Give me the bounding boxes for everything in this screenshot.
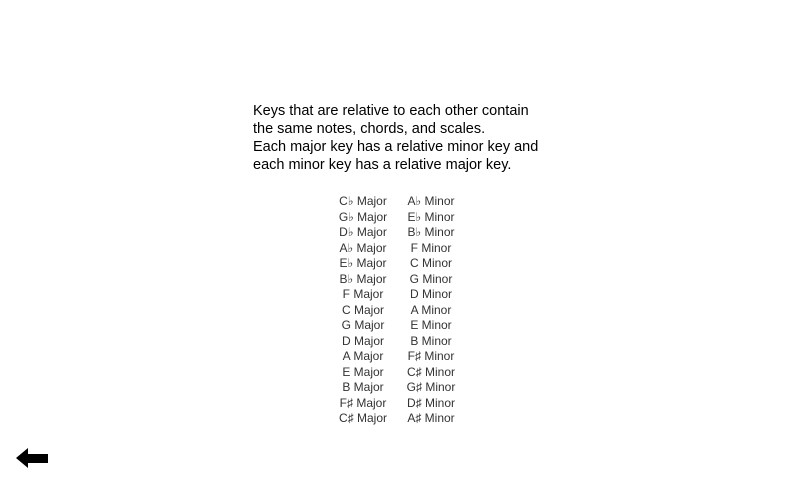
major-key-cell: F♯ Major xyxy=(339,395,387,410)
intro-line: Keys that are relative to each other contain xyxy=(253,103,529,119)
major-key-cell: E♭ Major xyxy=(339,256,387,270)
minor-key-cell: G♯ Minor xyxy=(406,380,456,394)
table-row xyxy=(330,365,466,381)
major-key-cell: D♭ Major xyxy=(339,225,387,239)
table-row xyxy=(330,411,466,427)
minor-key-cell: A Minor xyxy=(410,302,452,317)
table-row xyxy=(330,303,466,319)
intro-line: Each major key has a relative minor key and xyxy=(253,139,539,155)
minor-key-cell: A♯ Minor xyxy=(407,411,455,425)
major-key-cell: C♭ Major xyxy=(339,194,387,208)
minor-key-cell: C♯ Minor xyxy=(406,364,455,379)
table-row xyxy=(330,256,466,272)
minor-key-cell: G Minor xyxy=(409,271,453,286)
minor-key-cell: B♭ Minor xyxy=(407,225,455,239)
table-row xyxy=(330,380,466,396)
table-row xyxy=(330,334,466,350)
intro-line: the same notes, chords, and scales. xyxy=(253,121,486,137)
major-key-cell: B Major xyxy=(342,380,384,394)
major-key-cell: G♭ Major xyxy=(338,209,388,224)
table-row xyxy=(330,241,466,257)
major-key-cell: E Major xyxy=(342,364,384,379)
intro-text xyxy=(253,102,573,174)
back-button[interactable] xyxy=(14,446,50,470)
major-key-cell: A Major xyxy=(342,349,384,363)
table-row xyxy=(330,194,466,210)
major-key-cell: B♭ Major xyxy=(339,271,387,286)
table-row xyxy=(330,272,466,288)
table-row xyxy=(330,349,466,365)
arrow-left-icon xyxy=(14,446,50,470)
minor-key-cell: F Minor xyxy=(410,240,452,255)
minor-key-cell: D♯ Minor xyxy=(406,395,455,410)
table-row xyxy=(330,287,466,303)
minor-key-cell: C Minor xyxy=(409,256,452,270)
table-row xyxy=(330,318,466,334)
major-key-cell: D Major xyxy=(341,333,384,348)
intro-line: each minor key has a relative major key. xyxy=(253,157,512,173)
major-key-cell: C♯ Major xyxy=(338,411,387,425)
minor-key-cell: A♭ Minor xyxy=(407,194,455,208)
minor-key-cell: D Minor xyxy=(409,287,452,301)
minor-key-cell: E Minor xyxy=(410,318,452,332)
major-key-cell: G Major xyxy=(341,318,385,332)
relative-keys-table xyxy=(330,194,466,427)
minor-key-cell: E♭ Minor xyxy=(407,209,455,224)
major-key-cell: F Major xyxy=(342,287,384,301)
table-row xyxy=(330,210,466,226)
minor-key-cell: B Minor xyxy=(410,333,452,348)
major-key-cell: C Major xyxy=(341,302,384,317)
major-key-cell: A♭ Major xyxy=(339,240,387,255)
table-row xyxy=(330,225,466,241)
table-row xyxy=(330,396,466,412)
minor-key-cell: F♯ Minor xyxy=(407,349,455,363)
